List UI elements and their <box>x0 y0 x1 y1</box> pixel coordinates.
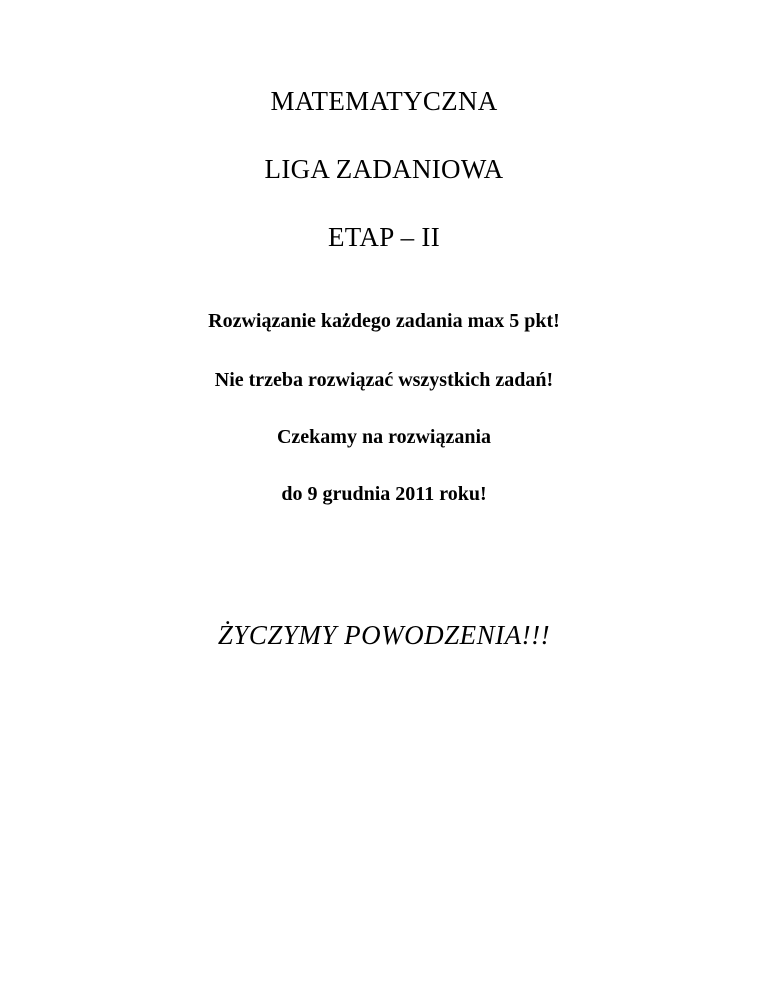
info-line-not-all: Nie trzeba rozwiązać wszystkich zadań! <box>214 369 554 391</box>
title-line-2: LIGA ZADANIOWA <box>264 154 504 184</box>
title-line-3: ETAP – II <box>327 222 441 252</box>
info-line-waiting: Czekamy na rozwiązania <box>276 426 492 448</box>
title-line-1: MATEMATYCZNA <box>270 86 498 116</box>
closing-wishes: ŻYCZYMY POWODZENIA!!! <box>217 620 551 650</box>
info-line-points: Rozwiązanie każdego zadania max 5 pkt! <box>208 310 560 332</box>
info-line-deadline: do 9 grudnia 2011 roku! <box>281 483 487 505</box>
